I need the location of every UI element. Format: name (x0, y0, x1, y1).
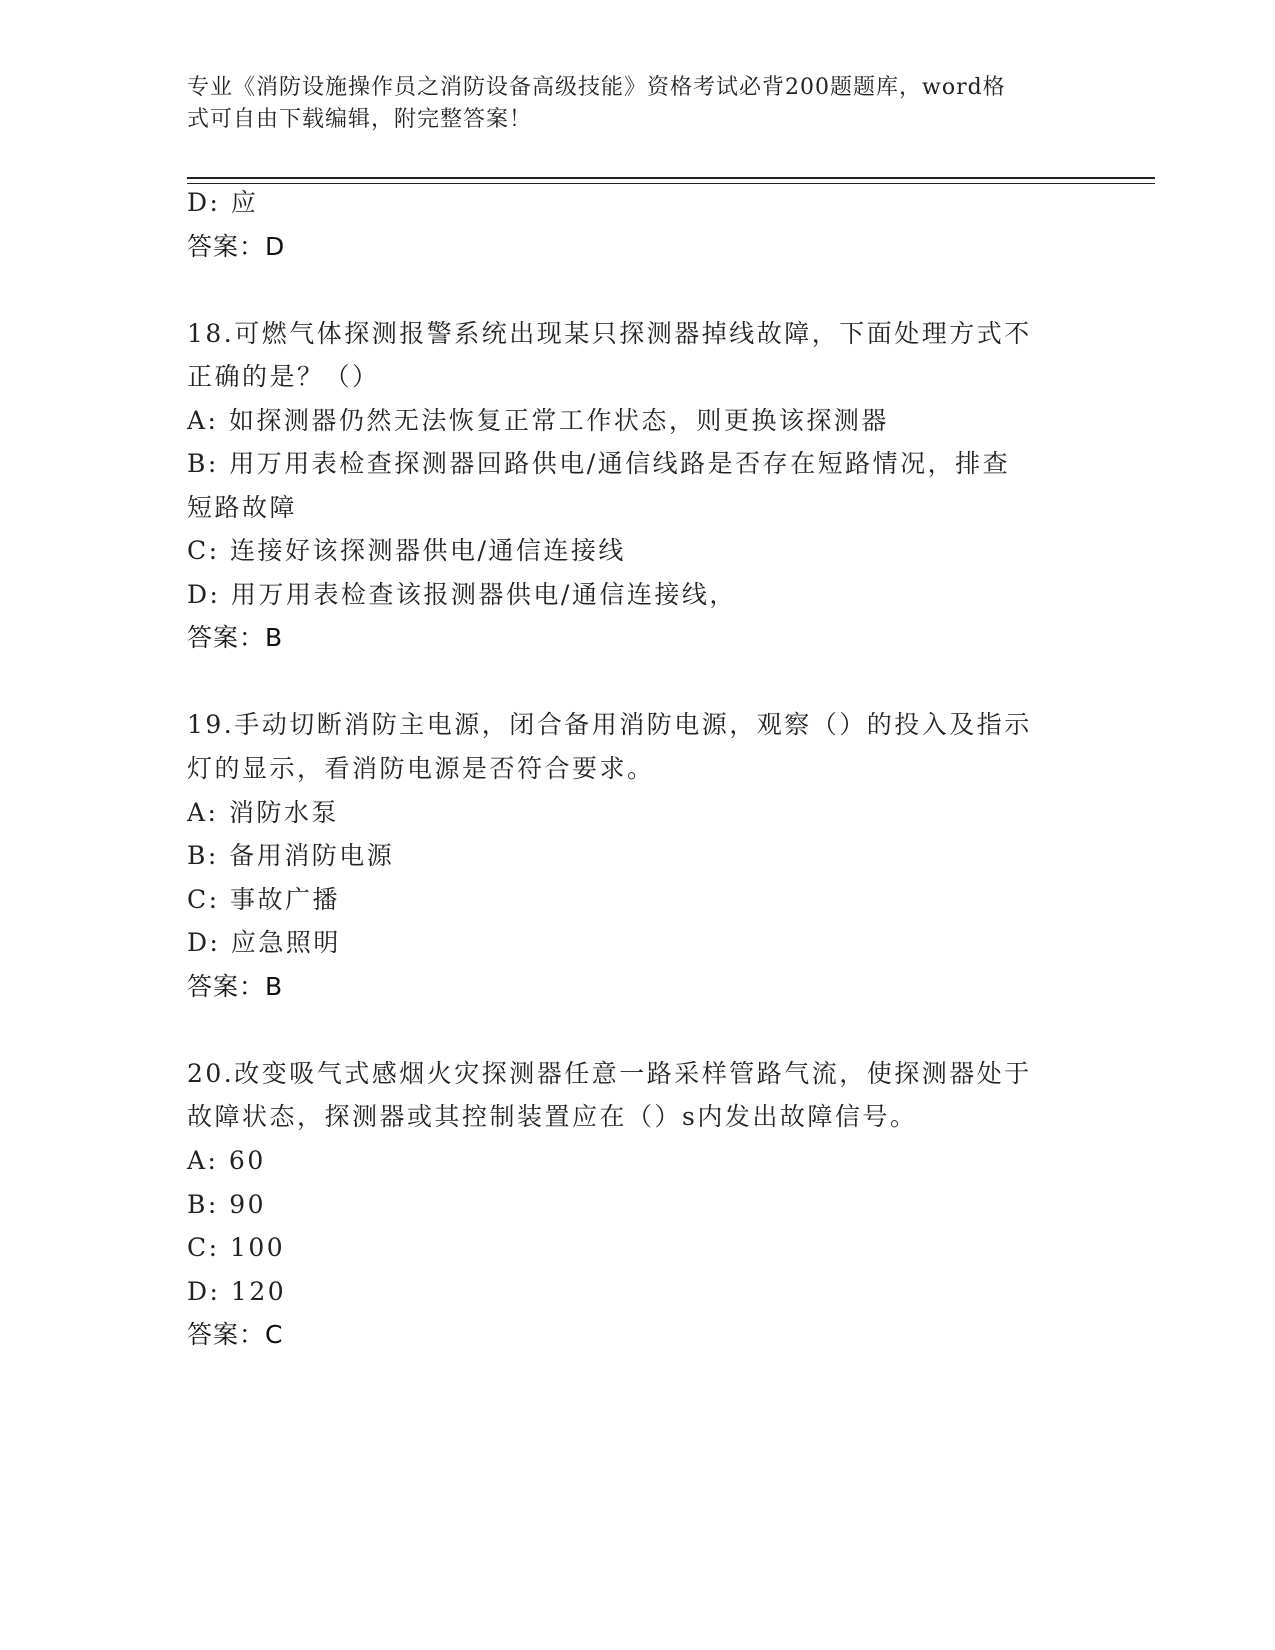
header-line-1: 专业《消防设施操作员之消防设备高级技能》资格考试必背200题题库，word格 (187, 75, 1006, 100)
q19-option-d: D: 应急照明 (187, 928, 341, 957)
q19-option-c: C: 事故广播 (187, 885, 340, 914)
prev-answer: 答案：D (187, 232, 286, 261)
q19-stem-line-2: 灯的显示，看消防电源是否符合要求。 (187, 754, 655, 783)
q18-answer: 答案：B (187, 623, 284, 652)
q20-option-c: C: 100 (187, 1233, 286, 1262)
q18-option-b-line-2: 短路故障 (187, 493, 298, 522)
prev-option-d: D: 应 (187, 188, 259, 217)
q18-stem-line-2: 正确的是？（） (187, 362, 380, 391)
q19-answer: 答案：B (187, 972, 284, 1001)
q20-option-d: D: 120 (187, 1277, 287, 1306)
q18-option-d: D: 用万用表检查该报测器供电/通信连接线， (187, 580, 737, 609)
q20-answer: 答案：C (187, 1320, 284, 1349)
q18-option-b-line-1: B: 用万用表检查探测器回路供电/通信线路是否存在短路情况，排查 (187, 449, 1011, 478)
header-line-2: 式可自由下载编辑，附完整答案！ (187, 107, 533, 132)
q19-option-b: B: 备用消防电源 (187, 841, 395, 870)
header-divider-thick (187, 177, 1155, 179)
q18-option-c: C: 连接好该探测器供电/通信连接线 (187, 536, 626, 565)
page-header (187, 72, 1067, 136)
q18-option-a: A: 如探测器仍然无法恢复正常工作状态，则更换该探测器 (187, 406, 889, 435)
header-divider-thin (187, 183, 1155, 184)
q20-stem-line-1: 20.改变吸气式感烟火灾探测器任意一路采样管路气流，使探测器处于 (187, 1059, 1032, 1088)
q19-option-a: A: 消防水泵 (187, 798, 339, 827)
q20-option-b: B: 90 (187, 1190, 267, 1219)
q20-option-a: A: 60 (187, 1146, 266, 1175)
q20-stem-line-2: 故障状态，探测器或其控制装置应在（）s内发出故障信号。 (187, 1102, 918, 1131)
q19-stem-line-1: 19.手动切断消防主电源，闭合备用消防电源，观察（）的投入及指示 (187, 710, 1032, 739)
q18-stem-line-1: 18.可燃气体探测报警系统出现某只探测器掉线故障，下面处理方式不 (187, 319, 1032, 348)
